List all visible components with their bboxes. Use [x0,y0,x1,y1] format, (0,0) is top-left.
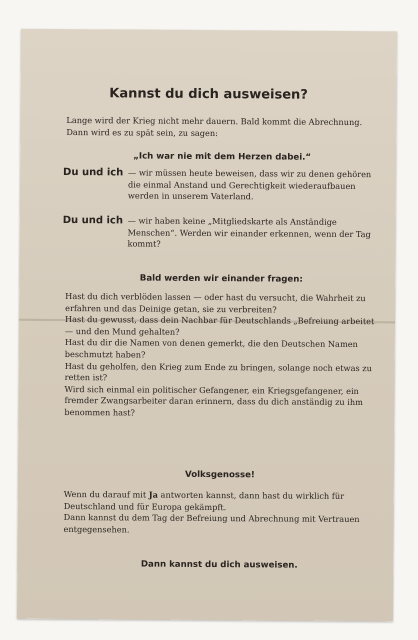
quote-block [66,151,378,165]
du-und-ich-text-2: — wir haben keine „Mitgliedskarte als Anständige Menschen“. Werden wir einander erkennen, wenn der Tag kommt? [127,215,371,249]
du-und-ich-label: Du und ich [62,214,124,227]
ja-text-2: antworten kannst, dann hast du wirklich für Deutschland und für Europa gekämpft. [63,489,345,512]
question-2: Hast du gewusst, dass dein Nachbar für Deutschlands „Befreiung arbeitet — und den Mund gehalten? [64,314,375,337]
question-4: Hast du geholfen, den Krieg zum Ende zu bringen, solange noch etwas zu retten ist? [64,360,372,383]
du-und-ich-label: Du und ich [63,166,124,179]
questions-heading: Bald werden wir einander fragen: [139,273,303,285]
intro-block [66,115,378,140]
questions-heading-block [65,273,377,287]
du-und-ich-block-2 [62,214,378,252]
questions-block [64,291,377,421]
dann-paragraph: Dann kannst du dem Tag der Befreiung und Abrechnung mit Vertrauen entgegensehen. [63,512,360,535]
quote-line: „Ich war nie mit dem Herzen dabei.“ [133,151,312,163]
question-1: Hast du dich verblöden lassen — oder hast du versucht, die Wahrheit zu erfahren und das Deinige getan, sie zu verbreiten? [65,291,366,315]
ja-text-1: Wenn du darauf mit [63,489,147,500]
ja-bold: Ja [148,489,159,500]
page-title: Kannst du dich ausweisen? [109,86,308,103]
ja-paragraph [64,489,376,514]
closing-line: Dann kannst du dich ausweisen. [140,559,298,571]
volksgenosse-heading: Volksgenosse! [184,469,255,481]
volksgenosse-block [64,469,376,483]
closing-block [63,559,375,573]
du-und-ich-block-1 [63,166,378,204]
ja-block [64,489,376,538]
leaflet-sheet [17,29,397,622]
du-und-ich-text-1: — wir müssen heute beweisen, dass wir zu denen gehören die einmal Anstand und Gerechtigkeit wiederaufbauen werden in unserem Vaterland. [127,167,372,202]
question-3: Hast du dir die Namen von denen gemerkt, die den Deutschen Namen beschmutzt haben? [64,337,358,360]
intro-paragraph: Lange wird der Krieg nicht mehr dauern. Bald kommt die Abrechnung. Dann wird es zu spät sein, zu sagen: [66,115,363,138]
question-5: Wird sich einmal ein politischer Gefangener, ein Kriegsgefangener, ein fremder Zwangsarbeiter daran erinnern, dass du dich anständig zu ihm benommen hast? [64,383,363,418]
